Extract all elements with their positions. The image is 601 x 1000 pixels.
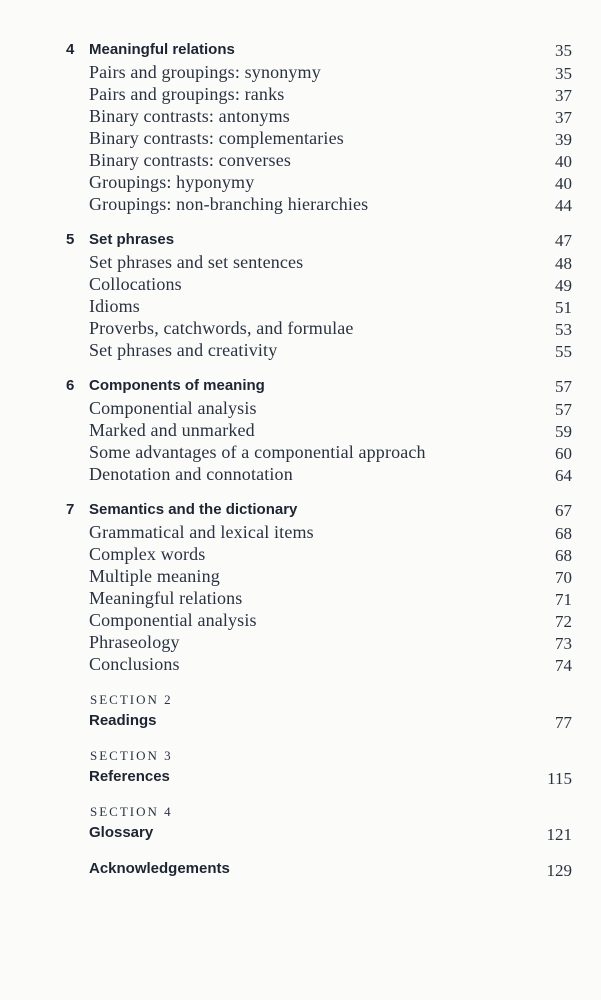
section-label (0, 746, 601, 766)
toc-entry[interactable] (0, 340, 601, 362)
page-number: 40 (555, 174, 572, 193)
toc-entry[interactable] (0, 84, 601, 106)
chapter-heading[interactable] (0, 372, 601, 398)
page-number: 51 (555, 298, 572, 317)
chapter-7 (0, 496, 601, 676)
toc-entry[interactable] (0, 464, 601, 486)
entry-title: Grammatical and lexical items (89, 522, 314, 542)
section-2 (0, 690, 601, 732)
toc-entry[interactable] (0, 566, 601, 588)
section-heading[interactable] (0, 710, 601, 732)
acknowledgements-title: Acknowledgements (89, 860, 230, 877)
section-title: References (89, 768, 170, 785)
entry-title: Componential analysis (89, 610, 257, 630)
page-number: 49 (555, 276, 572, 295)
page-number: 55 (555, 342, 572, 361)
page-number: 77 (555, 713, 572, 732)
section-label-text: SECTION 2 (90, 692, 173, 707)
page-number: 39 (555, 130, 572, 149)
chapter-number: 5 (66, 231, 75, 248)
page-number: 35 (555, 64, 572, 83)
toc-entry[interactable] (0, 318, 601, 340)
chapter-5 (0, 226, 601, 362)
page-number: 70 (555, 568, 572, 587)
toc-entry[interactable] (0, 252, 601, 274)
entry-title: Meaningful relations (89, 588, 243, 608)
toc-entry[interactable] (0, 398, 601, 420)
entry-title: Collocations (89, 274, 182, 294)
chapter-number: 4 (66, 41, 75, 58)
entry-title: Componential analysis (89, 398, 257, 418)
page-number: 47 (555, 231, 572, 250)
page-number: 64 (555, 466, 572, 485)
chapter-title: Semantics and the dictionary (89, 501, 298, 518)
toc-entry[interactable] (0, 522, 601, 544)
page-number: 71 (555, 590, 572, 609)
page-number: 48 (555, 254, 572, 273)
page-number: 68 (555, 524, 572, 543)
entry-title: Conclusions (89, 654, 180, 674)
toc-entry[interactable] (0, 654, 601, 676)
acknowledgements-heading[interactable] (0, 858, 601, 880)
page-number: 74 (555, 656, 572, 675)
toc-entry[interactable] (0, 172, 601, 194)
toc-entry[interactable] (0, 128, 601, 150)
page-number: 37 (555, 108, 572, 127)
toc-entry[interactable] (0, 150, 601, 172)
page-number: 60 (555, 444, 572, 463)
chapter-title: Components of meaning (89, 377, 265, 394)
page-number: 35 (555, 41, 572, 60)
chapter-title: Set phrases (89, 231, 175, 248)
entry-title: Complex words (89, 544, 206, 564)
toc-entry[interactable] (0, 588, 601, 610)
entry-title: Phraseology (89, 632, 180, 652)
page-number: 37 (555, 86, 572, 105)
page-number: 44 (555, 196, 572, 215)
toc-entry[interactable] (0, 544, 601, 566)
page-number: 53 (555, 320, 572, 339)
chapter-heading[interactable] (0, 226, 601, 252)
entry-title: Denotation and connotation (89, 464, 293, 484)
section-heading[interactable] (0, 822, 601, 844)
page-number: 72 (555, 612, 572, 631)
entry-title: Idioms (89, 296, 140, 316)
entry-title: Binary contrasts: complementaries (89, 128, 344, 148)
page-number: 68 (555, 546, 572, 565)
chapter-number: 6 (66, 377, 75, 394)
entry-title: Some advantages of a componential approach (89, 442, 426, 462)
toc-entry[interactable] (0, 442, 601, 464)
page-number: 57 (555, 400, 572, 419)
entry-title: Pairs and groupings: ranks (89, 84, 285, 104)
page-number: 121 (546, 825, 572, 844)
page-number: 115 (547, 769, 572, 788)
toc-entry[interactable] (0, 610, 601, 632)
page-number: 59 (555, 422, 572, 441)
chapter-heading[interactable] (0, 496, 601, 522)
toc-entry[interactable] (0, 106, 601, 128)
chapter-number: 7 (66, 501, 75, 518)
toc-entry[interactable] (0, 62, 601, 84)
entry-title: Pairs and groupings: synonymy (89, 62, 321, 82)
toc-entry[interactable] (0, 274, 601, 296)
chapter-heading[interactable] (0, 36, 601, 62)
chapter-4 (0, 36, 601, 216)
entry-title: Set phrases and creativity (89, 340, 278, 360)
page-number: 73 (555, 634, 572, 653)
section-title: Readings (89, 712, 157, 729)
chapter-title: Meaningful relations (89, 41, 235, 58)
entry-title: Multiple meaning (89, 566, 220, 586)
section-title: Glossary (89, 824, 154, 841)
entry-title: Binary contrasts: converses (89, 150, 291, 170)
page-number: 57 (555, 377, 572, 396)
table-of-contents (0, 36, 601, 880)
page-number: 40 (555, 152, 572, 171)
section-label (0, 690, 601, 710)
entry-title: Groupings: hyponymy (89, 172, 255, 192)
section-label-text: SECTION 4 (90, 804, 173, 819)
page-number: 129 (546, 861, 572, 880)
chapter-6 (0, 372, 601, 486)
entry-title: Binary contrasts: antonyms (89, 106, 290, 126)
toc-entry[interactable] (0, 420, 601, 442)
entry-title: Set phrases and set sentences (89, 252, 304, 272)
entry-title: Groupings: non-branching hierarchies (89, 194, 369, 214)
page-number: 67 (555, 501, 572, 520)
acknowledgements (0, 858, 601, 880)
section-4 (0, 802, 601, 844)
section-3 (0, 746, 601, 788)
toc-entry[interactable] (0, 296, 601, 318)
toc-entry[interactable] (0, 194, 601, 216)
section-label (0, 802, 601, 822)
section-heading[interactable] (0, 766, 601, 788)
toc-entry[interactable] (0, 632, 601, 654)
section-label-text: SECTION 3 (90, 748, 173, 763)
entry-title: Proverbs, catchwords, and formulae (89, 318, 354, 338)
entry-title: Marked and unmarked (89, 420, 255, 440)
